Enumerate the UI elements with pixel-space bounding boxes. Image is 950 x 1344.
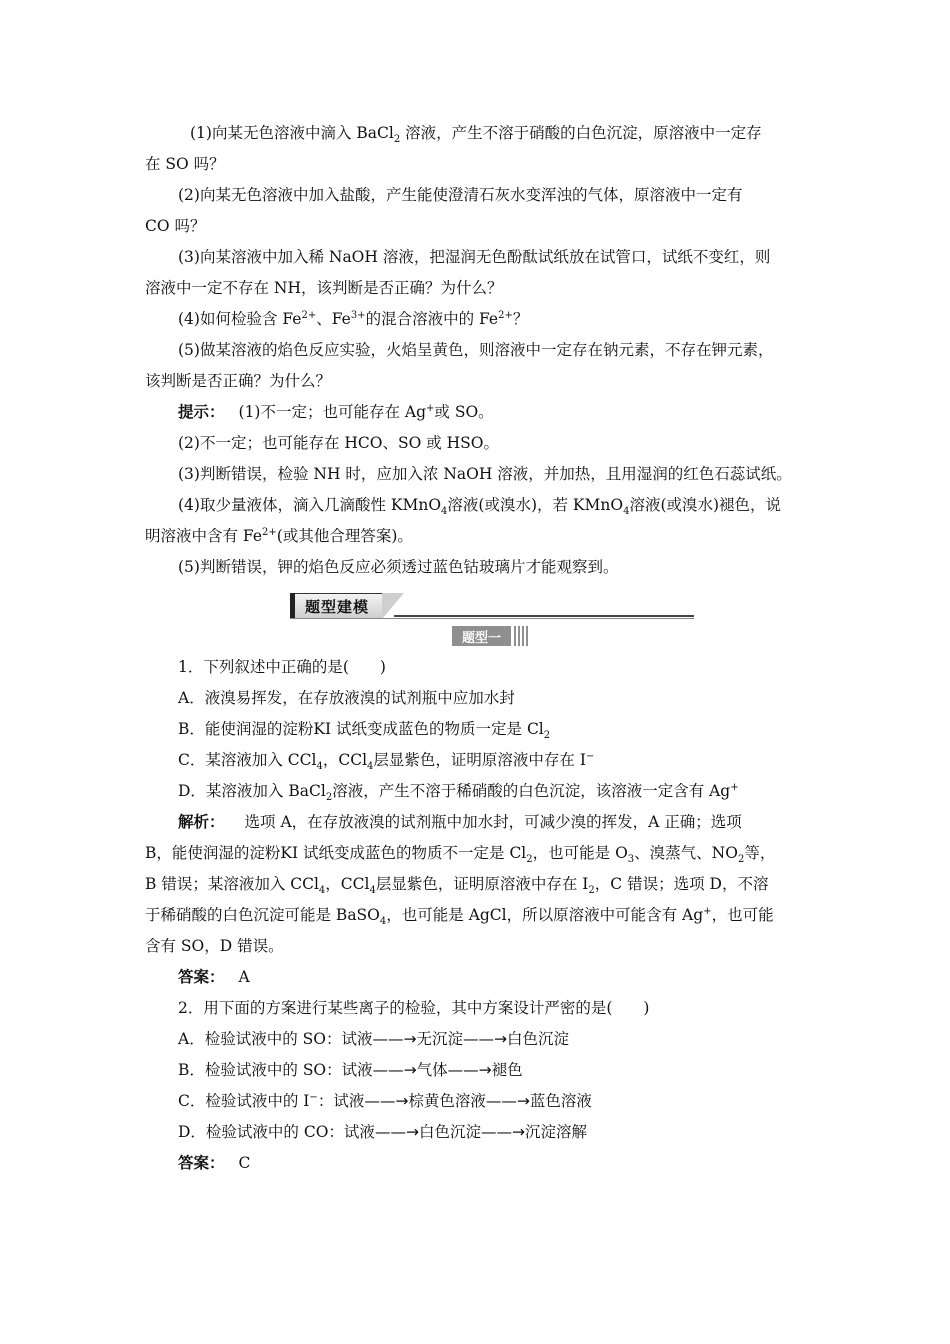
problem-2-option-c: C．检验试液中的 I−：试液——→棕黄色溶液——→蓝色溶液 (178, 1091, 592, 1110)
hint-3-line: (3)判断错误，检验 NH 时，应加入浓 NaOH 溶液，并加热，且用湿润的红色石蕊试纸。 (178, 465, 792, 483)
problem-2-option-b: B．检验试液中的 SO：试液——→气体——→褪色 (178, 1061, 523, 1079)
answer-value: C (238, 1154, 251, 1172)
problem-1-analysis-line-5: 含有 SO，D 错误。 (145, 937, 284, 955)
question-1-line-1: (1)向某无色溶液中滴入 BaCl$_2$ 溶液，产生不溶于硝酸的白色沉淀，原溶液中一定存 (190, 124, 762, 146)
section-title: 题型建模 (290, 593, 383, 619)
tag-label: 题型一 (452, 626, 511, 646)
problem-2-stem: 2．用下面的方案进行某些离子的检验，其中方案设计严密的是( ) (178, 999, 650, 1017)
answer-value: A (238, 968, 250, 986)
tag-stripes (514, 626, 528, 646)
hint-4-line-1: (4)取少量液体，滴入几滴酸性 KMnO$_4$溶液(或溴水)，若 KMnO$_4$溶液(或溴水)褪色，说 (178, 496, 782, 518)
banner-rule-thin (290, 618, 694, 619)
question-3-line-1: (3)向某溶液中加入稀 NaOH 溶液，把湿润无色酚酞试纸放在试管口，试纸不变红，则 (178, 248, 771, 266)
question-3-line-2: 溶液中一定不存在 NH，该判断是否正确？为什么？ (145, 279, 503, 297)
arrow-icon: ——→ (485, 1092, 530, 1110)
arrow-icon: ——→ (447, 1061, 492, 1079)
problem-2-option-d: D．检验试液中的 CO：试液——→白色沉淀——→沉淀溶解 (178, 1123, 587, 1141)
analysis-label: 解析： (178, 812, 225, 831)
problem-1-analysis-line-4: 于稀硝酸的白色沉淀可能是 BaSO$_4$，也可能是 AgCl，所以原溶液中可能含有 Ag+，也可能 (145, 905, 774, 928)
hint-1-line: 提示： (1)不一定；也可能存在 Ag+或 SO。 (178, 402, 494, 421)
problem-1-analysis-line-3: B 错误；某溶液加入 CCl$_4$，CCl$_4$层显紫色，证明原溶液中存在 $I_2$，C 错误；选项 D，不溶 (145, 875, 769, 897)
arrow-icon: ——→ (372, 1030, 417, 1048)
problem-1-answer (178, 966, 810, 988)
answer-label: 答案： (178, 967, 225, 986)
arrow-icon: ——→ (364, 1092, 409, 1110)
hint-2-line: (2)不一定；也可能存在 HCO、SO 或 HSO。 (178, 434, 499, 452)
problem-1-option-a: A．液溴易挥发，在存放液溴的试剂瓶中应加水封 (178, 689, 515, 707)
problem-1-stem: 1．下列叙述中正确的是( ) (178, 658, 386, 676)
arrow-icon: ——→ (480, 1123, 525, 1141)
hint-4-line-2: 明溶液中含有 $Fe^{2+}$(或其他合理答案)。 (145, 526, 413, 545)
problem-1-option-b: B．能使润湿的淀粉KI 试纸变成蓝色的物质一定是 $Cl_2$ (178, 720, 551, 742)
question-type-tag (452, 626, 528, 646)
question-1-line-2: 在 SO 吗？ (145, 155, 225, 173)
answer-label: 答案： (178, 1153, 225, 1172)
problem-1-analysis-line-1: 解析： 选项 A，在存放液溴的试剂瓶中加水封，可减少溴的挥发，A 正确；选项 (178, 812, 742, 831)
question-2-line-2: CO 吗？ (145, 217, 206, 235)
hint-5-line: (5)判断错误，钾的焰色反应必须透过蓝色钴玻璃片才能观察到。 (178, 558, 619, 576)
question-2-line-1: (2)向某无色溶液中加入盐酸，产生能使澄清石灰水变浑浊的气体，原溶液中一定有 (178, 186, 743, 204)
question-5-line-1: (5)做某溶液的焰色反应实验，火焰呈黄色，则溶液中一定存在钠元素，不存在钾元素， (178, 341, 774, 359)
problem-1-option-d: D．某溶液加入 BaCl$_2$溶液，产生不溶于稀硝酸的白色沉淀，该溶液一定含有 Ag+ (178, 781, 739, 804)
problem-1-analysis-line-2: B，能使润湿的淀粉KI 试纸变成蓝色的物质不一定是 $Cl_2$，也可能是 $O_3$、溴蒸气、$NO_2$等， (145, 844, 776, 866)
arrow-icon: ——→ (462, 1030, 507, 1048)
hint-label: 提示： (178, 402, 225, 421)
problem-2-option-a: A．检验试液中的 SO：试液——→无沉淀——→白色沉淀 (178, 1030, 569, 1048)
section-banner (290, 590, 694, 620)
question-5-line-2: 该判断是否正确？为什么？ (145, 372, 332, 390)
question-4-line-1: (4)如何检验含 $Fe^{2+}$、$Fe^{3+}$的混合溶液中的 $Fe^{2+}$？ (178, 309, 529, 328)
problem-2-answer (178, 1152, 810, 1174)
arrow-icon: ——→ (374, 1123, 419, 1141)
banner-rule (394, 615, 694, 617)
problem-1-option-c: C．某溶液加入 CCl$_4$，CCl$_4$层显紫色，证明原溶液中存在 I− (178, 750, 595, 773)
arrow-icon: ——→ (372, 1061, 417, 1079)
